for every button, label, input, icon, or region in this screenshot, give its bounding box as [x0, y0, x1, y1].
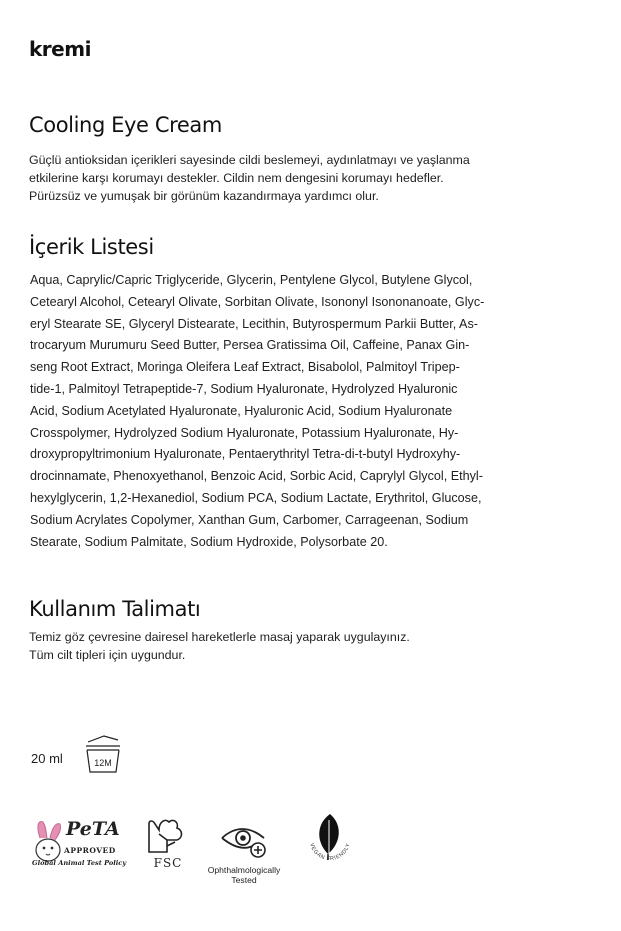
- peta-status: APPROVED: [64, 846, 116, 855]
- ingredients-line: Acid, Sodium Acetylated Hyaluronate, Hyaluronic Acid, Sodium Hyaluronate: [30, 403, 453, 418]
- ingredients-line: drocinnamate, Phenoxyethanol, Benzoic Acid, Sorbic Acid, Caprylyl Glycol, Ethyl-: [30, 469, 483, 484]
- vegan-label: VEGAN FRIENDLY: [308, 842, 352, 863]
- ingredients-line: eryl Stearate SE, Glyceryl Distearate, Lecithin, Butyrospermum Parkii Butter, As-: [30, 316, 478, 331]
- ophthalmology-line2: Tested: [231, 875, 257, 885]
- ingredients-line: Stearate, Sodium Palmitate, Sodium Hydroxide, Polysorbate 20.: [30, 534, 388, 549]
- usage-heading: Kullanım Talimatı: [29, 597, 201, 621]
- ingredients-line: Sodium Acrylates Copolymer, Xanthan Gum, Carbomer, Carrageenan, Sodium: [30, 512, 469, 527]
- open-jar-icon: [82, 732, 124, 776]
- ingredients-list: [30, 270, 530, 553]
- ophthalmology-label: [196, 865, 292, 885]
- description-line: etkilerine karşı korumayı destekler. Cildin nem dengesini korumayı hedefler.: [29, 171, 444, 185]
- ingredients-line: droxypropyltrimonium Hyaluronate, Pentaerythrityl Tetra-di-t-butyl Hydroxyhy-: [30, 447, 461, 462]
- product-description: [29, 151, 589, 205]
- ingredients-line: seng Root Extract, Moringa Oleifera Leaf Extract, Bisabolol, Palmitoyl Tripep-: [30, 360, 460, 375]
- peta-bunny-icon: [30, 818, 68, 864]
- fsc-label: FSC: [153, 856, 183, 870]
- ingredients-line: hexylglycerin, 1,2-Hexanediol, Sodium PCA, Sodium Lactate, Erythritol, Glucose,: [30, 490, 482, 505]
- ingredients-line: trocaryum Murumuru Seed Butter, Persea Gratissima Oil, Caffeine, Panax Gin-: [30, 338, 470, 353]
- volume-label: 20 ml: [31, 751, 63, 766]
- description-line: Güçlü antioksidan içerikleri sayesinde cildi beslemeyi, aydınlatmayı ve yaşlanma: [29, 153, 470, 167]
- brand-logo: kremi: [29, 37, 91, 61]
- usage-line: Temiz göz çevresine dairesel hareketlerle masaj yaparak uygulayınız.: [29, 630, 410, 644]
- vegan-leaf-icon: [302, 810, 358, 868]
- product-title: Cooling Eye Cream: [29, 113, 222, 137]
- ophthalmology-line1: Ophthalmologically: [207, 865, 281, 875]
- ingredients-line: Aqua, Caprylic/Capric Triglyceride, Glycerin, Pentylene Glycol, Butylene Glycol,: [30, 273, 473, 287]
- description-line: Pürüzsüz ve yumuşak bir görünüm kazandırmaya yardımcı olur.: [29, 189, 379, 203]
- ingredients-line: Cetearyl Alcohol, Cetearyl Olivate, Sorbitan Olivate, Isononyl Isononanoate, Glyc-: [30, 294, 485, 309]
- eye-test-icon: [220, 822, 268, 860]
- fsc-tree-icon: [145, 818, 187, 854]
- pao-label: 12M: [94, 758, 112, 768]
- usage-line: Tüm cilt tipleri için uygundur.: [29, 648, 186, 662]
- peta-brand: PeTA: [66, 818, 120, 840]
- ingredients-line: tide-1, Palmitoyl Tetrapeptide-7, Sodium Hyaluronate, Hydrolyzed Hyaluronic: [30, 381, 458, 396]
- ingredients-line: Crosspolymer, Hydrolyzed Sodium Hyaluronate, Potassium Hyaluronate, Hy-: [30, 425, 459, 440]
- ingredients-heading: İçerik Listesi: [29, 235, 154, 259]
- peta-policy: Global Animal Test Policy: [32, 859, 127, 867]
- usage-instructions: [29, 628, 589, 664]
